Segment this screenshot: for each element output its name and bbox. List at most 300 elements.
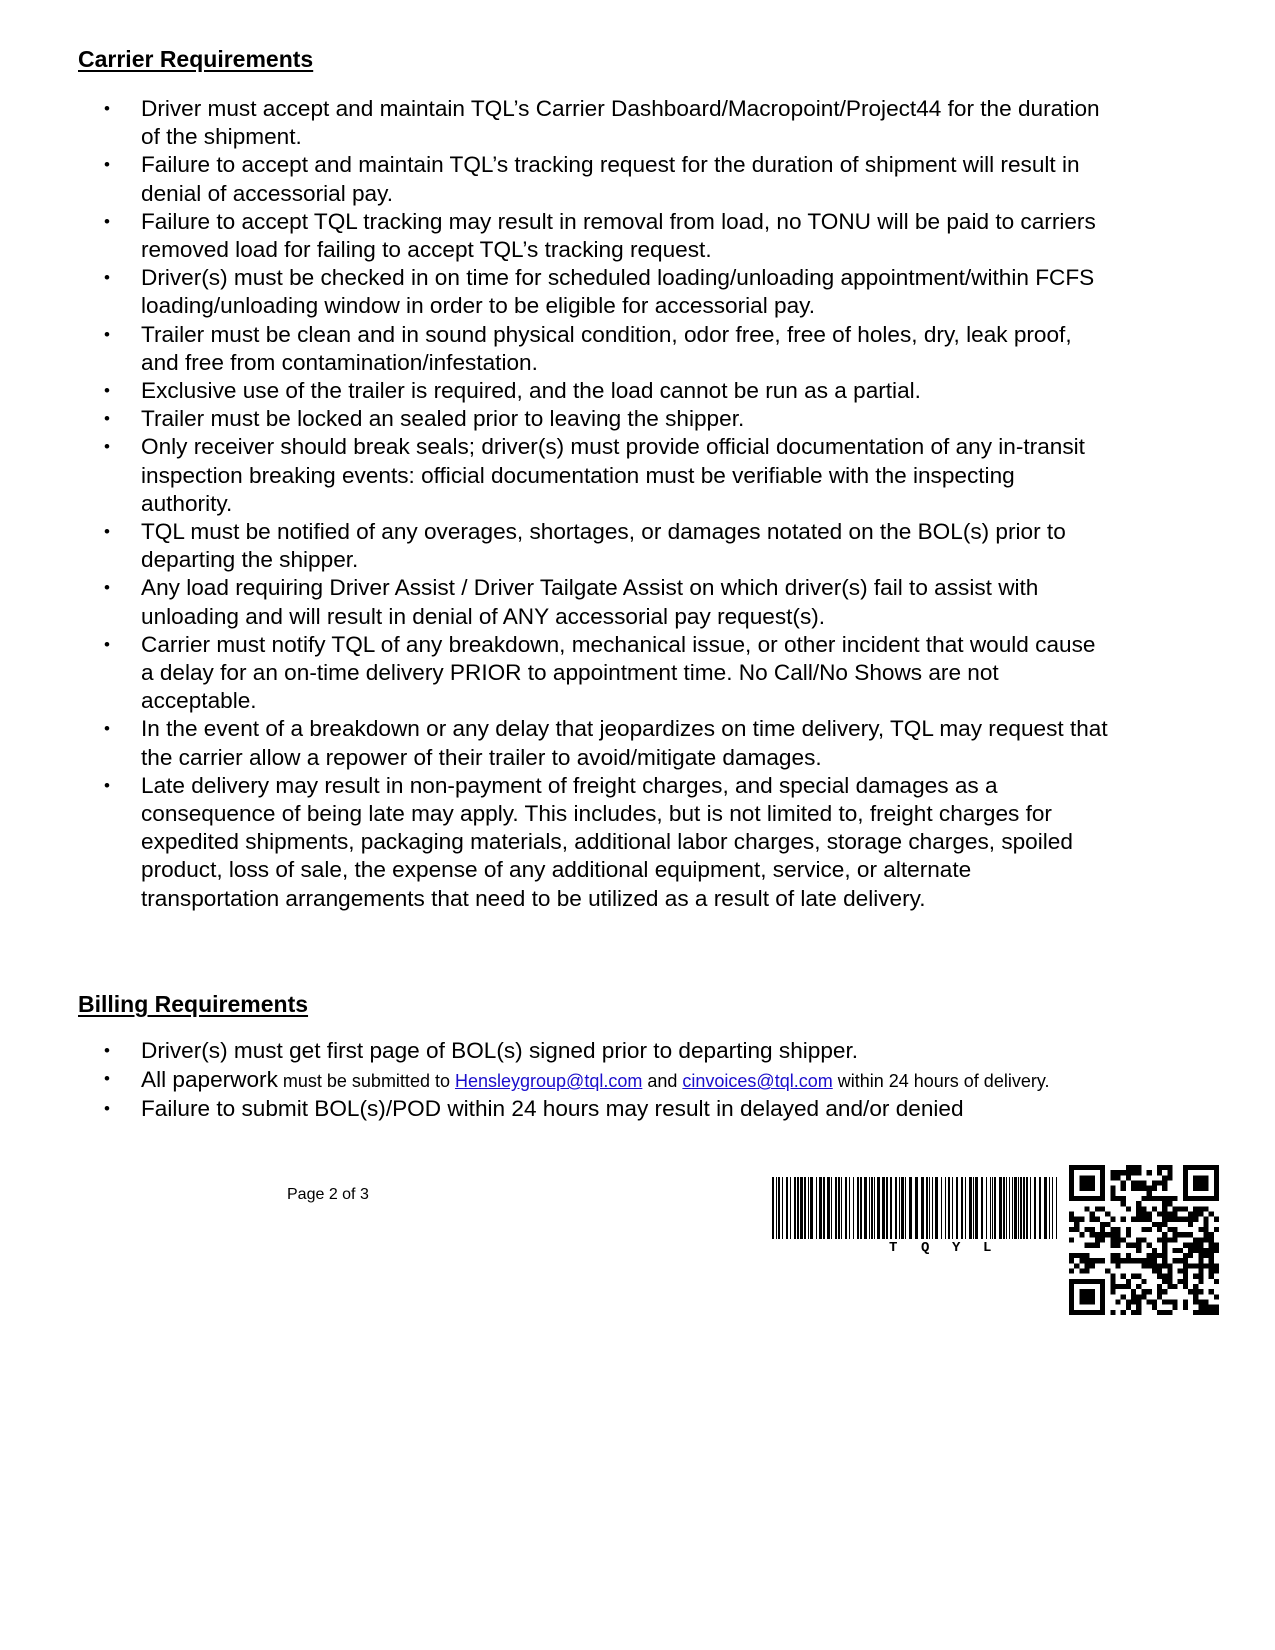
qr-module (1198, 1181, 1203, 1186)
qr-module (1085, 1279, 1090, 1284)
bullet-icon: • (104, 381, 110, 401)
qr-module (1085, 1186, 1090, 1191)
qr-module (1162, 1196, 1167, 1201)
qr-module (1069, 1227, 1074, 1232)
qr-module (1198, 1279, 1203, 1284)
qr-module (1209, 1305, 1214, 1310)
qr-module (1079, 1258, 1084, 1263)
qr-module (1162, 1279, 1167, 1284)
qr-module (1214, 1175, 1219, 1180)
barcode-bar (1044, 1177, 1047, 1239)
qr-module (1162, 1181, 1167, 1186)
qr-module (1167, 1299, 1172, 1304)
qr-module (1121, 1274, 1126, 1279)
qr-module (1110, 1237, 1115, 1242)
qr-module (1105, 1212, 1110, 1217)
qr-module (1162, 1274, 1167, 1279)
barcode-bar (776, 1177, 777, 1239)
qr-module (1162, 1237, 1167, 1242)
qr-module (1162, 1258, 1167, 1263)
barcode-bar (886, 1177, 888, 1239)
qr-module (1147, 1258, 1152, 1263)
qr-module (1110, 1227, 1115, 1232)
qr-module (1100, 1289, 1105, 1294)
billing-requirements-list (0, 1037, 1110, 1123)
qr-module (1069, 1175, 1074, 1180)
qr-module (1198, 1237, 1203, 1242)
qr-module (1116, 1243, 1121, 1248)
qr-module (1069, 1217, 1074, 1222)
qr-module (1079, 1175, 1084, 1180)
barcode-bar (841, 1177, 842, 1239)
qr-module (1141, 1181, 1146, 1186)
qr-module (1085, 1294, 1090, 1299)
qr-module (1069, 1212, 1074, 1217)
qr-module (1178, 1248, 1183, 1253)
qr-module (1136, 1217, 1141, 1222)
qr-module (1126, 1175, 1131, 1180)
qr-module (1167, 1165, 1172, 1170)
qr-module (1100, 1284, 1105, 1289)
qr-module (1214, 1310, 1219, 1315)
qr-module (1069, 1253, 1074, 1258)
qr-module (1162, 1299, 1167, 1304)
barcode-bar (808, 1177, 809, 1239)
qr-module (1090, 1217, 1095, 1222)
barcode-bar (882, 1177, 885, 1239)
qr-module (1203, 1165, 1208, 1170)
qr-module (1203, 1248, 1208, 1253)
qr-module (1214, 1196, 1219, 1201)
barcode-bar (915, 1177, 918, 1239)
bullet-icon: • (104, 578, 110, 598)
qr-module (1074, 1222, 1079, 1227)
qr-module (1167, 1268, 1172, 1273)
barcode-bar (835, 1177, 837, 1239)
barcode-bar (1020, 1177, 1022, 1239)
bullet-icon: • (104, 268, 110, 288)
qr-module (1162, 1248, 1167, 1253)
qr-module (1198, 1299, 1203, 1304)
qr-module (1203, 1222, 1208, 1227)
qr-module (1172, 1305, 1177, 1310)
bullet-icon: • (104, 211, 110, 231)
qr-module (1136, 1248, 1141, 1253)
qr-module (1193, 1165, 1198, 1170)
qr-module (1198, 1258, 1203, 1263)
qr-module (1126, 1305, 1131, 1310)
barcode-bar (986, 1177, 987, 1239)
qr-module (1126, 1299, 1131, 1304)
qr-module (1126, 1279, 1131, 1284)
qr-module (1116, 1227, 1121, 1232)
qr-module (1116, 1258, 1121, 1263)
qr-module (1095, 1206, 1100, 1211)
qr-module (1172, 1212, 1177, 1217)
barcode-bar (819, 1177, 822, 1239)
qr-module (1116, 1175, 1121, 1180)
list-item-text: In the event of a breakdown or any delay that jeopardizes on time delivery, TQL may request that the carrier allow a repower of their trailer to avoid/mitigate damages. (141, 716, 1108, 770)
qr-module (1193, 1181, 1198, 1186)
qr-module (1162, 1212, 1167, 1217)
qr-module (1141, 1258, 1146, 1263)
qr-module (1188, 1212, 1193, 1217)
qr-module (1069, 1237, 1074, 1242)
qr-module (1188, 1217, 1193, 1222)
barcode-bar (1012, 1177, 1013, 1239)
barcode-character: L (983, 1240, 992, 1256)
qr-module (1152, 1222, 1157, 1227)
hensleygroup-email-link[interactable]: Hensleygroup@tql.com (454, 1071, 643, 1092)
billing-requirements-heading: Billing Requirements (78, 991, 309, 1017)
qr-module (1136, 1274, 1141, 1279)
barcode-bar (975, 1177, 978, 1239)
qr-module (1079, 1279, 1084, 1284)
list-item (0, 264, 1110, 320)
qr-module (1141, 1294, 1146, 1299)
qr-module (1203, 1196, 1208, 1201)
barcode-bar (941, 1177, 942, 1239)
qr-module (1214, 1217, 1219, 1222)
qr-module (1193, 1175, 1198, 1180)
qr-module (1147, 1263, 1152, 1268)
qr-module (1100, 1206, 1105, 1211)
qr-module (1178, 1217, 1183, 1222)
barcode-bar (981, 1177, 983, 1239)
qr-module (1198, 1253, 1203, 1258)
qr-module (1110, 1279, 1115, 1284)
qr-module (1183, 1279, 1188, 1284)
qr-module (1178, 1279, 1183, 1284)
qr-module (1209, 1253, 1214, 1258)
qr-module (1079, 1217, 1084, 1222)
cinvoices-email-link[interactable]: cinvoices@tql.com (682, 1071, 833, 1092)
qr-module (1100, 1258, 1105, 1263)
barcode-bar (794, 1177, 796, 1239)
qr-module (1183, 1284, 1188, 1289)
qr-module (1110, 1310, 1115, 1315)
qr-module (1105, 1268, 1110, 1273)
qr-module (1214, 1294, 1219, 1299)
barcode-character: T (889, 1240, 898, 1256)
qr-module (1079, 1268, 1084, 1273)
barcode-bar (921, 1177, 924, 1239)
qr-module (1209, 1263, 1214, 1268)
barcode-bar (899, 1177, 900, 1239)
qr-module (1141, 1263, 1146, 1268)
barcode-bar (1023, 1177, 1025, 1239)
qr-module (1110, 1284, 1115, 1289)
qr-module (1131, 1217, 1136, 1222)
qr-module (1198, 1248, 1203, 1253)
qr-module (1090, 1289, 1095, 1294)
qr-module (1079, 1196, 1084, 1201)
qr-module (1209, 1237, 1214, 1242)
qr-module (1188, 1243, 1193, 1248)
list-item (0, 151, 1110, 207)
barcode-bar (1014, 1177, 1017, 1239)
qr-module (1198, 1196, 1203, 1201)
qr-module (1183, 1243, 1188, 1248)
qr-module (1136, 1305, 1141, 1310)
barcode-character: Q (921, 1240, 930, 1256)
qr-module (1116, 1263, 1121, 1268)
qr-module (1183, 1232, 1188, 1237)
qr-module (1116, 1232, 1121, 1237)
barcode-bar (864, 1177, 867, 1239)
qr-module (1183, 1253, 1188, 1258)
qr-module (1214, 1181, 1219, 1186)
list-item-text: Only receiver should break seals; driver(s) must provide official documentation of any in-transit inspection breaking events: official documentation must be verifiable with the inspecting authority. (141, 434, 1085, 516)
qr-module (1131, 1310, 1136, 1315)
qr-module (1095, 1243, 1100, 1248)
barcode-bar (945, 1177, 946, 1239)
qr-module (1069, 1196, 1074, 1201)
qr-module (1198, 1186, 1203, 1191)
qr-module (1095, 1217, 1100, 1222)
qr-module (1100, 1227, 1105, 1232)
qr-module (1162, 1232, 1167, 1237)
barcode-bar (948, 1177, 950, 1239)
qr-module (1131, 1186, 1136, 1191)
qr-module (1095, 1279, 1100, 1284)
qr-module (1126, 1206, 1131, 1211)
qr-module (1214, 1170, 1219, 1175)
qr-module (1121, 1217, 1126, 1222)
qr-module (1172, 1284, 1177, 1289)
qr-module (1157, 1289, 1162, 1294)
qr-module (1110, 1175, 1115, 1180)
list-item-text: Failure to accept TQL tracking may result in removal from load, no TONU will be paid to carriers removed load for failing to accept TQL’s tracking request. (141, 208, 1096, 263)
qr-module (1121, 1284, 1126, 1289)
qr-module (1203, 1206, 1208, 1211)
qr-module (1183, 1186, 1188, 1191)
list-item-text: Failure to accept and maintain TQL’s tracking request for the duration of shipment will result in denial of accessorial pay. (141, 152, 1080, 206)
qr-module (1193, 1243, 1198, 1248)
qr-module (1198, 1274, 1203, 1279)
qr-module (1110, 1217, 1115, 1222)
barcode-bar (956, 1177, 958, 1239)
qr-module (1121, 1310, 1126, 1315)
qr-module (1090, 1181, 1095, 1186)
qr-module (1203, 1263, 1208, 1268)
qr-module (1193, 1217, 1198, 1222)
qr-module (1100, 1186, 1105, 1191)
qr-module (1126, 1170, 1131, 1175)
list-item (0, 208, 1110, 264)
list-item-text: and (642, 1071, 683, 1092)
qr-module (1193, 1186, 1198, 1191)
list-item (0, 574, 1110, 630)
barcode-bar (901, 1177, 904, 1239)
qr-module (1203, 1253, 1208, 1258)
bullet-icon: • (104, 522, 110, 542)
qr-module (1095, 1310, 1100, 1315)
qr-module (1203, 1217, 1208, 1222)
qr-module (1157, 1222, 1162, 1227)
qr-module (1188, 1263, 1193, 1268)
barcode-bar (782, 1177, 783, 1239)
barcode-bar (1030, 1177, 1031, 1239)
barcode-bar (999, 1177, 1002, 1239)
barcode-bar (1009, 1177, 1010, 1239)
qr-module (1193, 1196, 1198, 1201)
list-item-text: Failure to submit BOL(s)/POD within 24 hours may result in delayed and/or denied (141, 1096, 964, 1122)
qr-module (1100, 1175, 1105, 1180)
list-item-text: TQL must be notified of any overages, shortages, or damages notated on the BOL(s) prior to departing the shipper. (141, 519, 1066, 573)
qr-module (1110, 1289, 1115, 1294)
qr-module (1136, 1170, 1141, 1175)
qr-module (1095, 1196, 1100, 1201)
barcode-bar (786, 1177, 788, 1239)
barcode-bar (895, 1177, 897, 1239)
list-item (0, 321, 1110, 377)
qr-module (1147, 1299, 1152, 1304)
list-item (0, 95, 1110, 151)
qr-module (1141, 1279, 1146, 1284)
qr-module (1183, 1258, 1188, 1263)
list-item (0, 518, 1110, 574)
qr-module (1085, 1299, 1090, 1304)
qr-module (1121, 1294, 1126, 1299)
qr-module (1198, 1310, 1203, 1315)
barcode-bar (1006, 1177, 1007, 1239)
list-item (0, 1037, 1110, 1065)
list-item-text: Driver must accept and maintain TQL’s Carrier Dashboard/Macropoint/Project44 for the duration of the shipment. (141, 96, 1100, 150)
qr-module (1131, 1274, 1136, 1279)
qr-module (1214, 1165, 1219, 1170)
qr-module (1172, 1206, 1177, 1211)
qr-module (1069, 1305, 1074, 1310)
list-item-text: within 24 hours of delivery. (832, 1071, 1050, 1092)
qr-module (1162, 1165, 1167, 1170)
qr-module (1085, 1310, 1090, 1315)
qr-module (1069, 1186, 1074, 1191)
qr-module (1136, 1299, 1141, 1304)
qr-module (1167, 1237, 1172, 1242)
qr-module (1069, 1294, 1074, 1299)
barcode-bar (849, 1177, 850, 1239)
list-item (0, 433, 1110, 518)
qr-module (1085, 1165, 1090, 1170)
qr-module (1121, 1186, 1126, 1191)
qr-module (1214, 1227, 1219, 1232)
qr-module (1069, 1268, 1074, 1273)
barcode-bar (1049, 1177, 1050, 1239)
qr-module (1085, 1206, 1090, 1211)
qr-module (1209, 1212, 1214, 1217)
qr-module (1090, 1175, 1095, 1180)
qr-module (1183, 1170, 1188, 1175)
barcode-bar (800, 1177, 803, 1239)
qr-module (1090, 1227, 1095, 1232)
barcode-bar (994, 1177, 996, 1239)
qr-module (1136, 1165, 1141, 1170)
qr-module (1214, 1263, 1219, 1268)
barcode-bar (969, 1177, 972, 1239)
qr-module (1209, 1165, 1214, 1170)
qr-module (1116, 1170, 1121, 1175)
qr-module (1188, 1222, 1193, 1227)
list-item-lead-text: All paperwork (141, 1067, 278, 1093)
qr-module (1188, 1289, 1193, 1294)
qr-module (1131, 1165, 1136, 1170)
qr-module (1188, 1248, 1193, 1253)
qr-module (1193, 1212, 1198, 1217)
list-item (0, 631, 1110, 716)
barcode-bar (778, 1177, 780, 1239)
bullet-icon: • (104, 409, 110, 429)
qr-module (1069, 1258, 1074, 1263)
qr-module (1131, 1170, 1136, 1175)
qr-module (1074, 1227, 1079, 1232)
qr-module (1105, 1232, 1110, 1237)
qr-module (1136, 1294, 1141, 1299)
barcode-bar (857, 1177, 859, 1239)
qr-module (1193, 1274, 1198, 1279)
qr-module (1167, 1227, 1172, 1232)
qr-module (1152, 1186, 1157, 1191)
qr-module (1203, 1305, 1208, 1310)
barcode-bar (810, 1177, 813, 1239)
barcode-bar (823, 1177, 825, 1239)
qr-module (1136, 1243, 1141, 1248)
qr-module (1167, 1274, 1172, 1279)
qr-module (1152, 1263, 1157, 1268)
qr-module (1152, 1268, 1157, 1273)
qr-module (1167, 1212, 1172, 1217)
qr-module (1069, 1310, 1074, 1315)
qr-module (1157, 1196, 1162, 1201)
qr-module (1110, 1253, 1115, 1258)
qr-module (1090, 1232, 1095, 1237)
qr-module (1131, 1243, 1136, 1248)
barcode-bar (965, 1177, 966, 1239)
qr-module (1074, 1263, 1079, 1268)
qr-module (1141, 1289, 1146, 1294)
qr-module (1162, 1263, 1167, 1268)
qr-module (1203, 1175, 1208, 1180)
qr-module (1183, 1217, 1188, 1222)
qr-module (1183, 1305, 1188, 1310)
barcode-bar (827, 1177, 830, 1239)
qr-module (1162, 1206, 1167, 1211)
qr-module (1183, 1165, 1188, 1170)
qr-module (1079, 1294, 1084, 1299)
qr-module (1193, 1248, 1198, 1253)
qr-module (1116, 1299, 1121, 1304)
qr-module (1157, 1227, 1162, 1232)
qr-module (1172, 1217, 1177, 1222)
qr-module (1183, 1268, 1188, 1273)
barcode-bar (926, 1177, 928, 1239)
qr-module (1069, 1170, 1074, 1175)
qr-module (1178, 1258, 1183, 1263)
barcode-bar (869, 1177, 870, 1239)
qr-module (1147, 1212, 1152, 1217)
barcode-bar (1052, 1177, 1053, 1239)
qr-module (1126, 1253, 1131, 1258)
list-item-text: must be submitted to (277, 1071, 455, 1092)
qr-module (1183, 1206, 1188, 1211)
list-item (0, 715, 1110, 771)
qr-module (1152, 1206, 1157, 1211)
qr-module (1100, 1191, 1105, 1196)
bullet-icon: • (104, 1099, 110, 1119)
qr-module (1172, 1237, 1177, 1242)
barcode-character: Y (952, 1240, 961, 1256)
qr-module (1167, 1263, 1172, 1268)
